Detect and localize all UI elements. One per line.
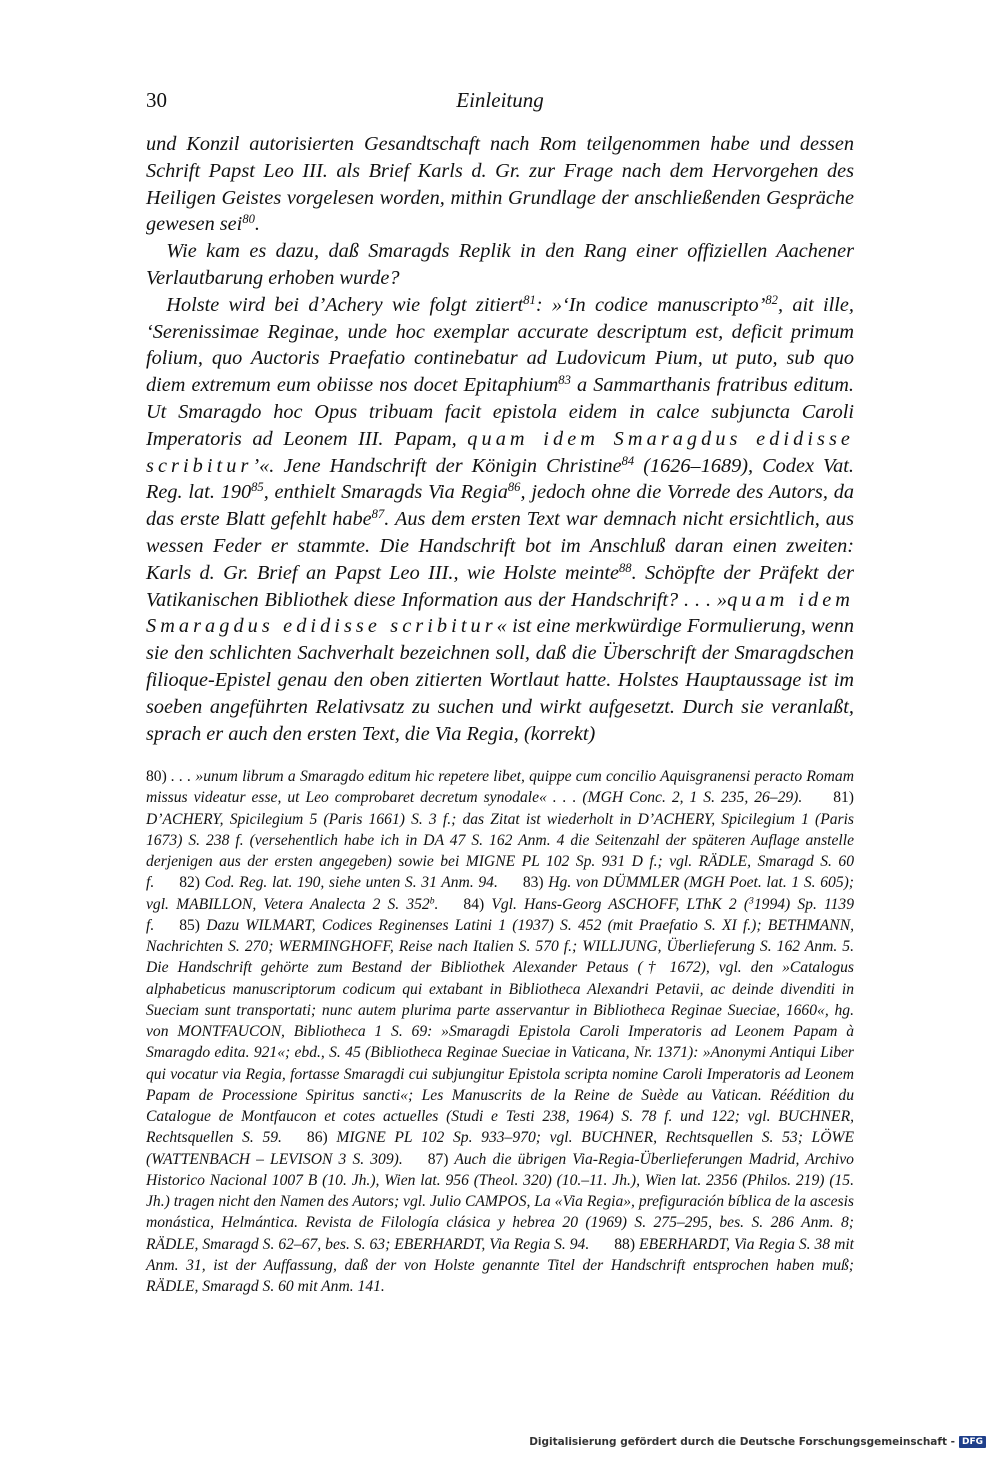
footnote-text: Auch die übrigen Via-Regia-Überlieferungen Madrid, Archivo Historico Nacional 1007 B (10. Jh.), Wien lat. 956 (Theol. 320) (10.–11. Jh.), Wien lat. 2356 (Philos. 219) (15. Jh.) tragen nicht den Namen des Autors; vgl. Julio CAMPOS, La «Via Regia», prefiguración bíblica de la ascesis monástica, Helmántica. Revista de Filología clásica y hebrea 20 (1969) S. 275–295, bes. S. 286 Anm. 8; RÄDLE, Smaragd S. 62–67, bes. S. 63; EBERHARDT, Via Regia S. 94. [146,1150,854,1253]
paragraph-3 [146,292,854,748]
footnote-number: 82) [179,874,200,892]
footnote-number: 84) [463,895,485,913]
superscript: b [429,895,435,907]
footnote-text: Hg. von DÜMMLER (MGH Poet. lat. 1 S. 605); vgl. MABILLON, Vetera Analecta 2 S. 352 [146,874,855,913]
footnote-text: Cod. Reg. lat. 190, siehe unten S. 31 Anm. 94. [199,874,498,892]
footnote-number: 83) [522,874,544,892]
footnote-text: EBERHARDT, Via Regia S. 38 mit Anm. 31, ist der Auffassung, daß der von Holste genannte Titel der Handschrift entsprochen haben muß; RÄDLE, Smaragd S. 60 mit Anm. 141. [146,1235,854,1295]
paragraph-1 [146,131,854,238]
footnote-ref-80[interactable]: 80 [242,212,255,227]
footnote-ref-86[interactable]: 86 [507,480,521,495]
footnote-80 [146,768,854,806]
text-run: . Aus dem ersten Text war demnach nicht ersichtlich, aus wessen Feder er stammte. Die Handschrift bot im Anschluß daran einen zweiten: Karls d. Gr. Brief an Papst Leo III., wie Holste meinte [146,508,854,584]
digitization-credit [529,1434,986,1450]
dfg-logo-icon: DFG [959,1436,986,1448]
footnote-ref-83[interactable]: 83 [558,373,571,388]
text-run: : »‘In codice manuscripto’ [535,293,766,316]
text-run: (1626–1689), Codex Vat. Reg. lat. 190 [146,454,854,504]
footnote-number: 85) [179,916,200,934]
text-run: , jedoch ohne die Vorrede des Autors, da das erste Blatt gefehlt habe [146,481,854,531]
footnote-text: MIGNE PL 102 Sp. 933–970; vgl. BUCHNER, Rechtsquellen S. 53; LÖWE (WATTENBACH – LEVISON 3 S. 309). [146,1129,854,1168]
body-text [146,131,854,747]
text-run: , enthielt Smaragds Via Regia [263,481,508,504]
footnote-number: 88) [614,1235,636,1253]
text-run: , ait ille, ‘Serenissimae Reginae, unde hoc exemplar accurate descriptum est, deficit primum folium, quo Auctoris Praefatio continebatur ad Ludovicum Pium, ut puto, sub quo diem extremum eum obiisse nos docet Epitaphium [146,293,855,397]
footnote-number: 86) [306,1129,328,1147]
footnote-text: Vgl. Hans-Georg ASCHOFF, LThK 2 ( [484,895,750,913]
footnote-ref-84[interactable]: 84 [621,453,635,468]
text-run: und Konzil autorisierten Gesandtschaft nach Rom teilgenommen habe und dessen Schrift Papst Leo III. als Brief Karls d. Gr. zur Frage nach dem Hervorgehen des Heiligen Geistes vorgelesen worden, mithin Grundlage der anschließenden Gespräche gewesen sei [146,133,854,236]
text-run: Holste wird bei d’Achery wie folgt zitiert [166,293,524,316]
spaced-quote: quam idem Smaragdus edidisse scribitur [146,588,855,638]
footnote-82 [179,874,498,891]
superscript: 3 [749,895,754,907]
footnote-number: 87) [427,1150,449,1168]
footnote-text: . [434,895,439,913]
footnote-text: 1994) Sp. 1139 f. [146,895,855,934]
text-run: . [254,213,260,236]
footnote-85 [146,917,854,1147]
footnote-text: D’ACHERY, Spicilegium 5 (Paris 1661) S. 3 f.; das Zitat ist wiederholt in D’ACHERY, Spicilegium 1 (Paris 1673) S. 238 f. (versehentlich habe ich in DA 47 S. 162 Anm. 4 die Seitenzahl der späteren Auflage anstelle derjenigen aus der ersten angegeben) sowie bei MIGNE PL 102 Sp. 931 D f.; vgl. RÄDLE, Smaragd S. 60 f. [146,810,854,892]
footnote-ref-87[interactable]: 87 [371,507,385,522]
page-header [146,88,854,118]
footnote-text: . . . »unum librum a Smaragdo editum hic repetere libet, quippe cum concilio Aquisgranensi peracto Romam missus videatur esse, ut Leo comprobaret decretum synodale« . . . (MGH Conc. 2, 1 S. 235, 26–29). [146,768,854,807]
spaced-quote: quam idem Smaragdus edidisse scribitur [146,427,854,477]
text-run: . Schöpfte der Präfekt der Vatikanischen Bibliothek diese Information aus der Handschrift? . . . » [146,561,854,611]
footnote-ref-82[interactable]: 82 [765,292,778,307]
text-run: a Sammarthanis fratribus editum. Ut Smaragdo hoc Opus tribuam facit epistola eidem in calce subjuncta Caroli Imperatoris ad Leonem III. Papam, [146,374,855,450]
text-run: ’«. Jene Handschrift der Königin Christine [252,454,622,477]
credit-text: Digitalisierung gefördert durch die Deutsche Forschungsgemeinschaft - [529,1436,955,1448]
footnote-ref-85[interactable]: 85 [251,480,264,495]
page-number: 30 [146,88,167,112]
footnote-number: 80) [146,768,167,785]
running-title: Einleitung [456,88,544,112]
footnote-number: 81) [833,789,854,807]
text-run: « ist eine merkwürdige Formulierung, wenn sie den schlichten Sachverhalt bezeichnen soll, daß die Überschrift der Smaragdschen filioque-Epistel genau den oben zitierten Wortlaut hatte. Holstes Hauptaussage ist im soeben angeführten Relativsatz zu suchen und wirkt aufgesetzt. Durch sie veranlaßt, sprach er auch den ersten Text, die Via Regia, (korrekt) [146,615,854,745]
footnote-ref-88[interactable]: 88 [619,560,632,575]
paragraph-2: Wie kam es dazu, daß Smaragds Replik in den Rang einer offiziellen Aachener Verlautbarung erhoben wurde? [146,240,854,289]
footnote-text: Dazu WILMART, Codices Reginenses Latini 1 (1937) S. 452 (mit Praefatio S. XI f.); BETHMANN, Nachrichten S. 270; WERMINGHOFF, Reise nach Italien S. 570 f.; WILLJUNG, Überlieferung S. 162 Anm. 5. Die Handschrift gehörte zum Bestand der Bibliothek Alexander Petaus († 1672), vgl. den »Catalogus alphabeticus manuscriptorum codicum qui extabant in Bibliotheca Alexandri Petavii, ac deinde divenditi in Sueciam sunt transportati; nunc autem plurima parte asservantur in Bibliotheca Reginae Sueciae, 1660«, hg. von MONTFAUCON, Bibliotheca 1 S. 69: »Smaragdi Epistola Caroli Imperatoris ad Leonem Papam à Smaragdo edita. 921«; ebd., S. 45 (Bibliotheca Reginae Sueciae in Vaticana, Nr. 1371): »Anonymi Antiqui Liber qui vocatur via Regia, fortasse Smaragdi cui subjungitur Epistola scripta nomine Caroli Imperatoris ad Leonem Papam de Processione Spiritus sancti«; Les Manuscrits de la Reine de Suède au Vatican. Réédition du Catalogue de Montfaucon et cotes actuelles (Studi e Testi 238, 1964) S. 78 f. und 122; vgl. BUCHNER, Rechtsquellen S. 59. [146,916,854,1147]
footnote-ref-81[interactable]: 81 [523,292,536,307]
footnotes [146,766,854,1297]
